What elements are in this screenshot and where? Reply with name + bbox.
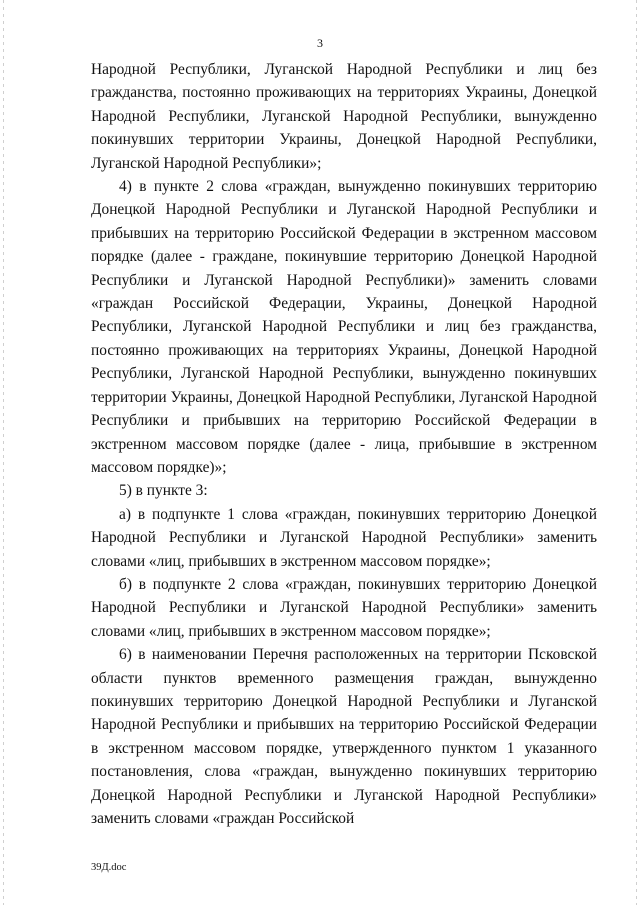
paragraph-item-4: 4) в пункте 2 слова «граждан, вынужденно покинувших территорию Донецкой Народной Республики и Луганской Народной Республики и прибывших на территорию Российской Федерации в экстренном массовом порядке (далее - граждане, покинувшие территорию Донецкой Народной Республики и Луганской Народной Республики)» заменить словами «граждан Российской Федерации, Украины, Донецкой Народной Республики, Луганской Народной Республики и лиц без гражданства, постоянно проживающих на территориях Украины, Донецкой Народной Республики, Луганской Народной Республики, вынужденно покинувших территории Украины, Донецкой Народной Республики, Луганской Народной Республики и прибывших на территорию Российской Федерации в экстренном массовом порядке (далее - лица, прибывшие в экстренном массовом порядке)»; xyxy=(91,178,597,476)
paragraph-continuation: Народной Республики, Луганской Народной Республики и лиц без гражданства, постоянно проживающих на территориях Украины, Донецкой Народной Республики, Луганской Народной Республики, вынужденно покинувших территории Украины, Донецкой Народной Республики, Луганской Народной Республики»; xyxy=(91,61,597,172)
left-edge-scan-artifact xyxy=(3,0,4,905)
paragraph-item-5: 5) в пункте 3: xyxy=(119,482,208,500)
file-name-footer: 39Д.doc xyxy=(91,862,127,873)
page-number: 3 xyxy=(317,36,323,50)
right-edge-scan-artifact xyxy=(636,0,637,905)
paragraph-item-6: 6) в наименовании Перечня расположенных на территории Псковской области пунктов временного размещения граждан, вынужденно покинувших территорию Донецкой Народной Республики и Луганской Народной Республики и прибывших на территорию Российской Федерации в экстренном массовом порядке, утвержденного пунктом 1 указанного постановления, слова «граждан, вынужденно покинувших территорию Донецкой Народной Республики и Луганской Народной Республики» заменить словами «граждан Российской xyxy=(91,646,597,827)
paragraph-subitem-b: б) в подпункте 2 слова «граждан, покинувших территорию Донецкой Народной Республики и Луганской Народной Республики» заменить словами «лиц, прибывших в экстренном массовом порядке»; xyxy=(91,575,597,640)
paragraph-subitem-a: а) в подпункте 1 слова «граждан, покинувших территорию Донецкой Народной Республики и Луганской Народной Республики» заменить словами «лиц, прибывших в экстренном массовом порядке»; xyxy=(91,505,597,570)
document-body xyxy=(91,58,597,830)
